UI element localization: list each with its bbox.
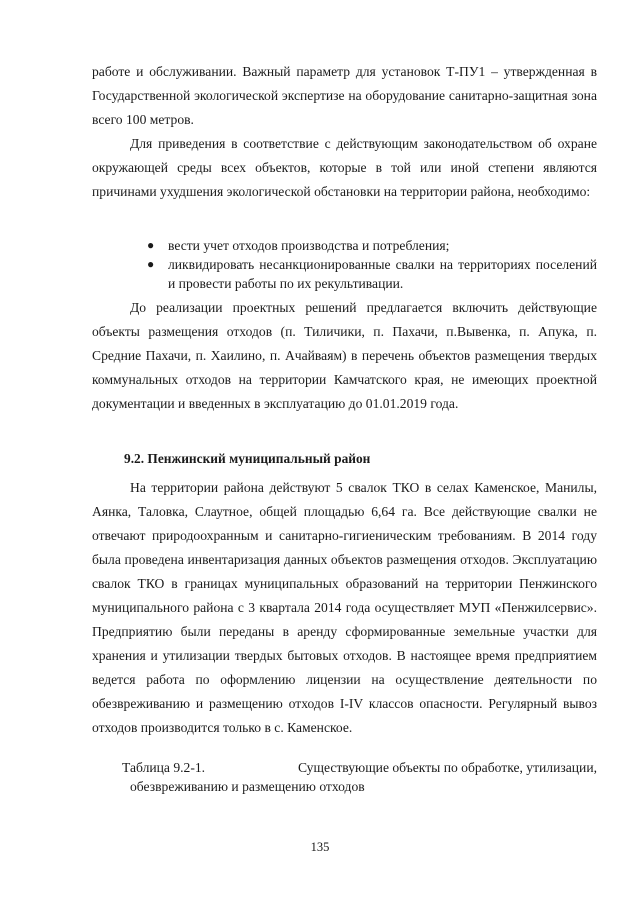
page-number: 135 <box>310 840 330 854</box>
table-caption-text-continued: обезвреживанию и размещению отходов <box>130 779 365 794</box>
paragraph-2: Для приведения в соответствие с действующим законодательством об охране окружающей среды всех объектов, которые в той или иной степени являются причинами ухудшения экологической обстановки на территории района, необходимо: <box>92 136 597 199</box>
paragraph-1: работе и обслуживании. Важный параметр для установок Т-ПУ1 – утвержденная в Государственной экологической экспертизе на оборудование санитарно-защитная зона всего 100 метров. <box>92 64 597 127</box>
table-caption <box>122 758 597 796</box>
bullet-list <box>135 236 597 293</box>
table-caption-label: Таблица 9.2-1. <box>122 760 206 775</box>
list-item-text: ликвидировать несанкционированные свалки на территориях поселений и провести работы по их рекультивации. <box>168 257 597 291</box>
paragraph-4: На территории района действуют 5 свалок ТКО в селах Каменское, Манилы, Аянка, Таловка, Слаутное, общей площадью 6,64 га. Все действующие свалки не отвечают природоохранным и санитарно-гигиеническим требованиям. В 2014 году была проведена инвентаризация данных объектов размещения отходов. Эксплуатацию свалок ТКО в границах муниципальных образований на территории Пенжинского муниципального района с 3 квартала 2014 года осуществляет МУП «Пенжилсервис». Предприятию были переданы в аренду сформированные земельные участки для хранения и утилизации твердых бытовых отходов. В настоящее время предприятием ведется работа по оформлению лицензии на осуществление деятельности по обезвреживанию и размещению отходов I-IV классов опасности. Регулярный вывоз отходов производится только в с. Каменское. <box>92 480 597 735</box>
list-item <box>135 236 597 255</box>
table-caption-text: Существующие объекты по обработке, утилизации, <box>297 760 597 775</box>
list-item <box>135 255 597 293</box>
bullet-icon: ● <box>147 238 155 252</box>
list-item-text: вести учет отходов производства и потребления; <box>168 238 450 253</box>
section-heading: 9.2. Пенжинский муниципальный район <box>124 451 371 466</box>
paragraph-3: До реализации проектных решений предлагается включить действующие объекты размещения отходов (п. Тиличики, п. Пахачи, п.Вывенка, п. Апука, п. Средние Пахачи, п. Хаилино, п. Ачайваям) в перечень объектов размещения твердых коммунальных отходов на территории Камчатского края, не имеющих проектной документации и введенных в эксплуатацию до 01.01.2019 года. <box>92 300 597 411</box>
bullet-icon: ● <box>147 257 155 271</box>
